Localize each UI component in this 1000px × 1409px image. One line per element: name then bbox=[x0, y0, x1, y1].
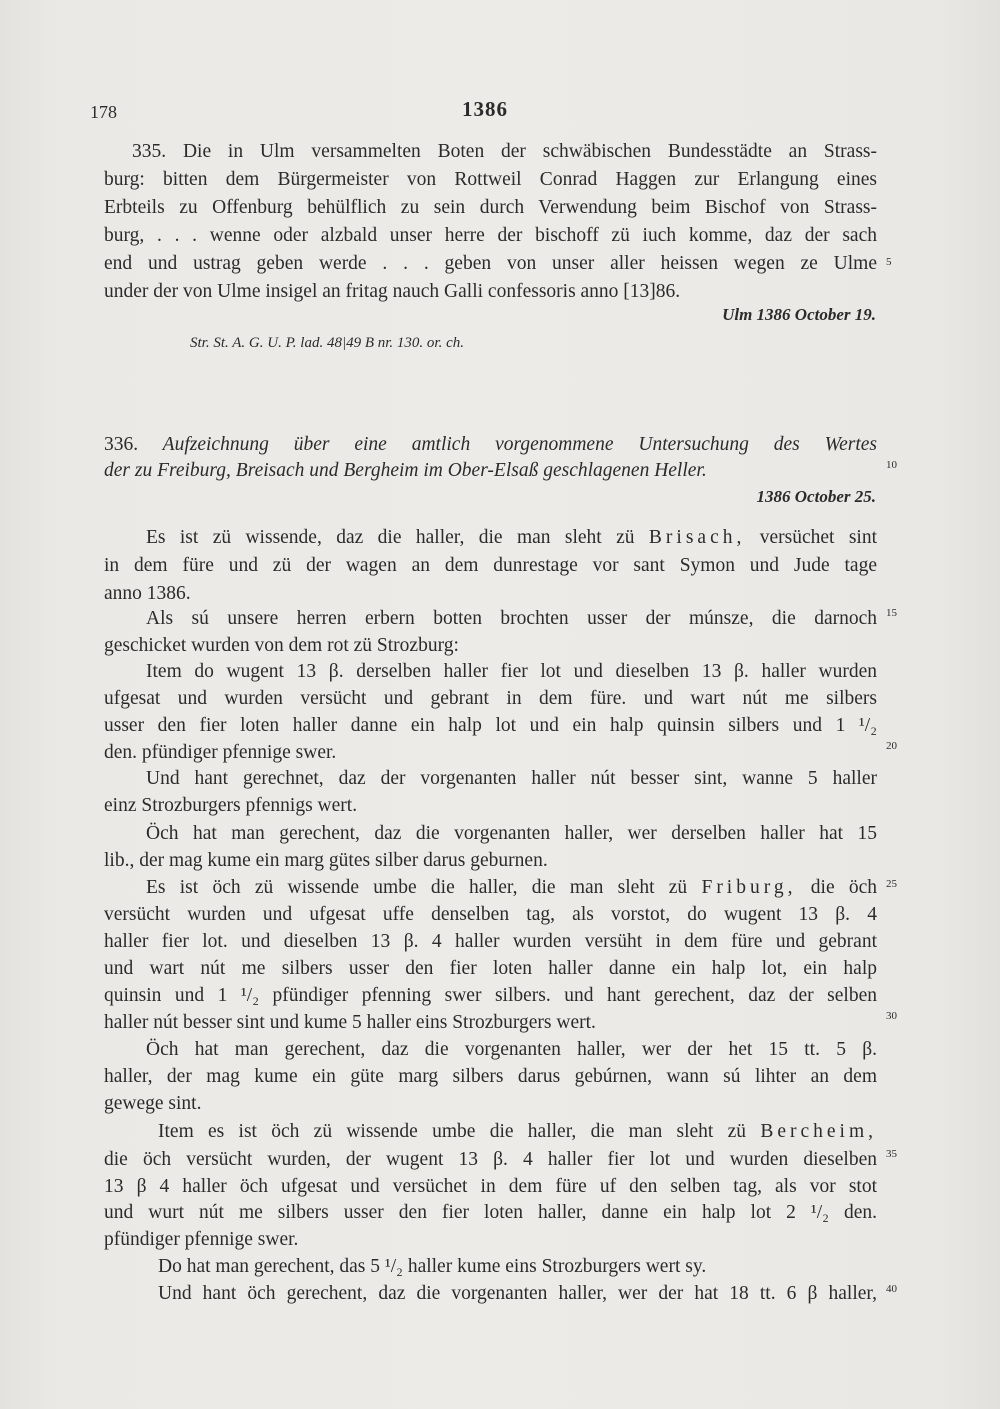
doc336-line-6: Item do wugent 13 β. derselben haller fier lot und dieselben 13 β. haller wurden bbox=[146, 661, 877, 682]
line-number-25: 25 bbox=[886, 878, 897, 890]
running-head-year: 1386 bbox=[462, 97, 508, 121]
line-number-15: 15 bbox=[886, 607, 897, 619]
line-number-35: 35 bbox=[886, 1148, 897, 1160]
doc336-line-23: Item es ist öch zü wissende umbe die haller, die man sleht zü Bercheim, bbox=[158, 1121, 877, 1142]
line-number-20: 20 bbox=[886, 740, 897, 752]
line-number-30: 30 bbox=[886, 1010, 897, 1022]
doc336-line-29: Und hant öch gerechent, daz die vorgenanten haller, wer der hat 18 tt. 6 β haller, bbox=[158, 1283, 877, 1304]
doc336-line-22: gewege sint. bbox=[104, 1093, 202, 1114]
doc336-line-3: anno 1386. bbox=[104, 583, 191, 604]
place-name-bercheim: Bercheim, bbox=[760, 1121, 877, 1142]
doc335-line-5: end und ustrag geben werde . . . geben von unser aller heissen wegen ze Ulme bbox=[104, 253, 877, 274]
doc336-line-25: 13 β 4 haller öch ufgesat und versüchet in dem füre uf den selben tag, als vor stot bbox=[104, 1176, 877, 1197]
place-name-brisach: Brisach, bbox=[648, 527, 746, 548]
doc336-line-5: geschicket wurden von dem rot zü Strozburg: bbox=[104, 635, 459, 656]
doc335-line-4: burg, . . . wenne oder alzbald unser herre der bischoff zü iuch komme, daz der sach bbox=[104, 225, 877, 246]
line-number-10: 10 bbox=[886, 459, 897, 471]
doc336-date: 1386 October 25. bbox=[756, 487, 876, 506]
page-number: 178 bbox=[90, 102, 117, 122]
doc336-line-26: und wurt nút me silbers usser den fier loten haller, danne ein halp lot 2 ¹/₂ den. bbox=[104, 1202, 877, 1223]
doc336-line-11: einz Strozburgers pfennigs wert. bbox=[104, 795, 358, 816]
doc336-line-8: usser den fier loten haller danne ein halp lot und ein halp quinsin silbers und 1 ¹/₂ bbox=[104, 715, 877, 736]
doc335-line-2: burg: bitten dem Bürgermeister von Rottweil Conrad Haggen zur Erlangung eines bbox=[104, 169, 877, 190]
doc335-date: Ulm 1386 October 19. bbox=[722, 305, 876, 324]
doc336-line-20: Öch hat man gerechent, daz die vorgenanten haller, wer der het 15 tt. 5 β. bbox=[146, 1039, 877, 1060]
doc336-line-4: Als sú unsere herren erbern botten brochten usser der múnsze, die darnoch bbox=[146, 608, 877, 629]
doc336-line-13: lib., der mag kume ein marg gütes silber darus geburnen. bbox=[104, 850, 548, 871]
doc336-line-17: und wart nút me silbers usser den fier loten haller danne ein halp lot, ein halp bbox=[104, 958, 877, 979]
doc335-source: Str. St. A. G. U. P. lad. 48|49 B nr. 130. or. ch. bbox=[190, 335, 465, 351]
doc336-line-10: Und hant gerechnet, daz der vorgenanten haller nút besser sint, wanne 5 haller bbox=[146, 768, 877, 789]
doc335-line-1: 335. Die in Ulm versammelten Boten der schwäbischen Bundesstädte an Strass- bbox=[132, 141, 877, 162]
doc336-line-18: quinsin und 1 ¹/₂ pfündiger pfenning swer silbers. und hant gerechent, daz der selben bbox=[104, 985, 877, 1006]
doc335-line-3: Erbteils zu Offenburg behülflich zu sein durch Verwendung beim Bischof von Strass- bbox=[104, 197, 877, 218]
doc336-line-24: die öch versücht wurden, der wugent 13 β. 4 haller fier lot und wurden dieselben bbox=[104, 1149, 877, 1170]
doc336-line-28: Do hat man gerechent, das 5 ¹/₂ haller kume eins Strozburgers wert sy. bbox=[158, 1256, 707, 1277]
doc336-title-line-1: 336. Aufzeichnung über eine amtlich vorgenommene Untersuchung des Wertes bbox=[104, 434, 877, 455]
doc335-number: 335. bbox=[132, 141, 167, 162]
doc336-line-21: haller, der mag kume ein güte marg silbers darus gebúrnen, wann sú lihter an dem bbox=[104, 1066, 877, 1087]
doc336-line-16: haller fier lot. und dieselben 13 β. 4 haller wurden versüht in dem füre und gebrant bbox=[104, 931, 877, 952]
doc336-line-14: Es ist öch zü wissende umbe die haller, die man sleht zü Friburg, die öch bbox=[146, 877, 878, 898]
doc336-line-12: Öch hat man gerechent, daz die vorgenanten haller, wer derselben haller hat 15 bbox=[146, 823, 877, 844]
doc336-line-2: in dem füre und zü der wagen an dem dunrestage vor sant Symon und Jude tage bbox=[104, 555, 877, 576]
line-number-40: 40 bbox=[886, 1283, 897, 1295]
doc336-line-19: haller nút besser sint und kume 5 haller eins Strozburgers wert. bbox=[104, 1012, 596, 1033]
place-name-friburg: Friburg, bbox=[701, 877, 797, 898]
doc336-title-line-2: der zu Freiburg, Breisach und Bergheim im Ober-Elsaß geschlagenen Heller. bbox=[104, 460, 707, 481]
doc336-line-1: Es ist zü wissende, daz die haller, die man sleht zü Brisach, versüchet sint bbox=[146, 527, 878, 548]
doc336-number: 336. bbox=[104, 434, 139, 455]
doc336-line-9: den. pfündiger pfennige swer. bbox=[104, 742, 337, 763]
doc335-line-6: under der von Ulme insigel an fritag nauch Galli confessoris anno [13]86. bbox=[104, 281, 681, 302]
line-number-5: 5 bbox=[886, 256, 892, 268]
doc336-line-27: pfündiger pfennige swer. bbox=[104, 1229, 299, 1250]
doc336-line-7: ufgesat und wurden versücht und gebrant in dem füre. und wart nút me silbers bbox=[104, 688, 877, 709]
doc336-line-15: versücht wurden und ufgesat uffe denselben tag, als vorstot, do wugent 13 β. 4 bbox=[104, 904, 877, 925]
